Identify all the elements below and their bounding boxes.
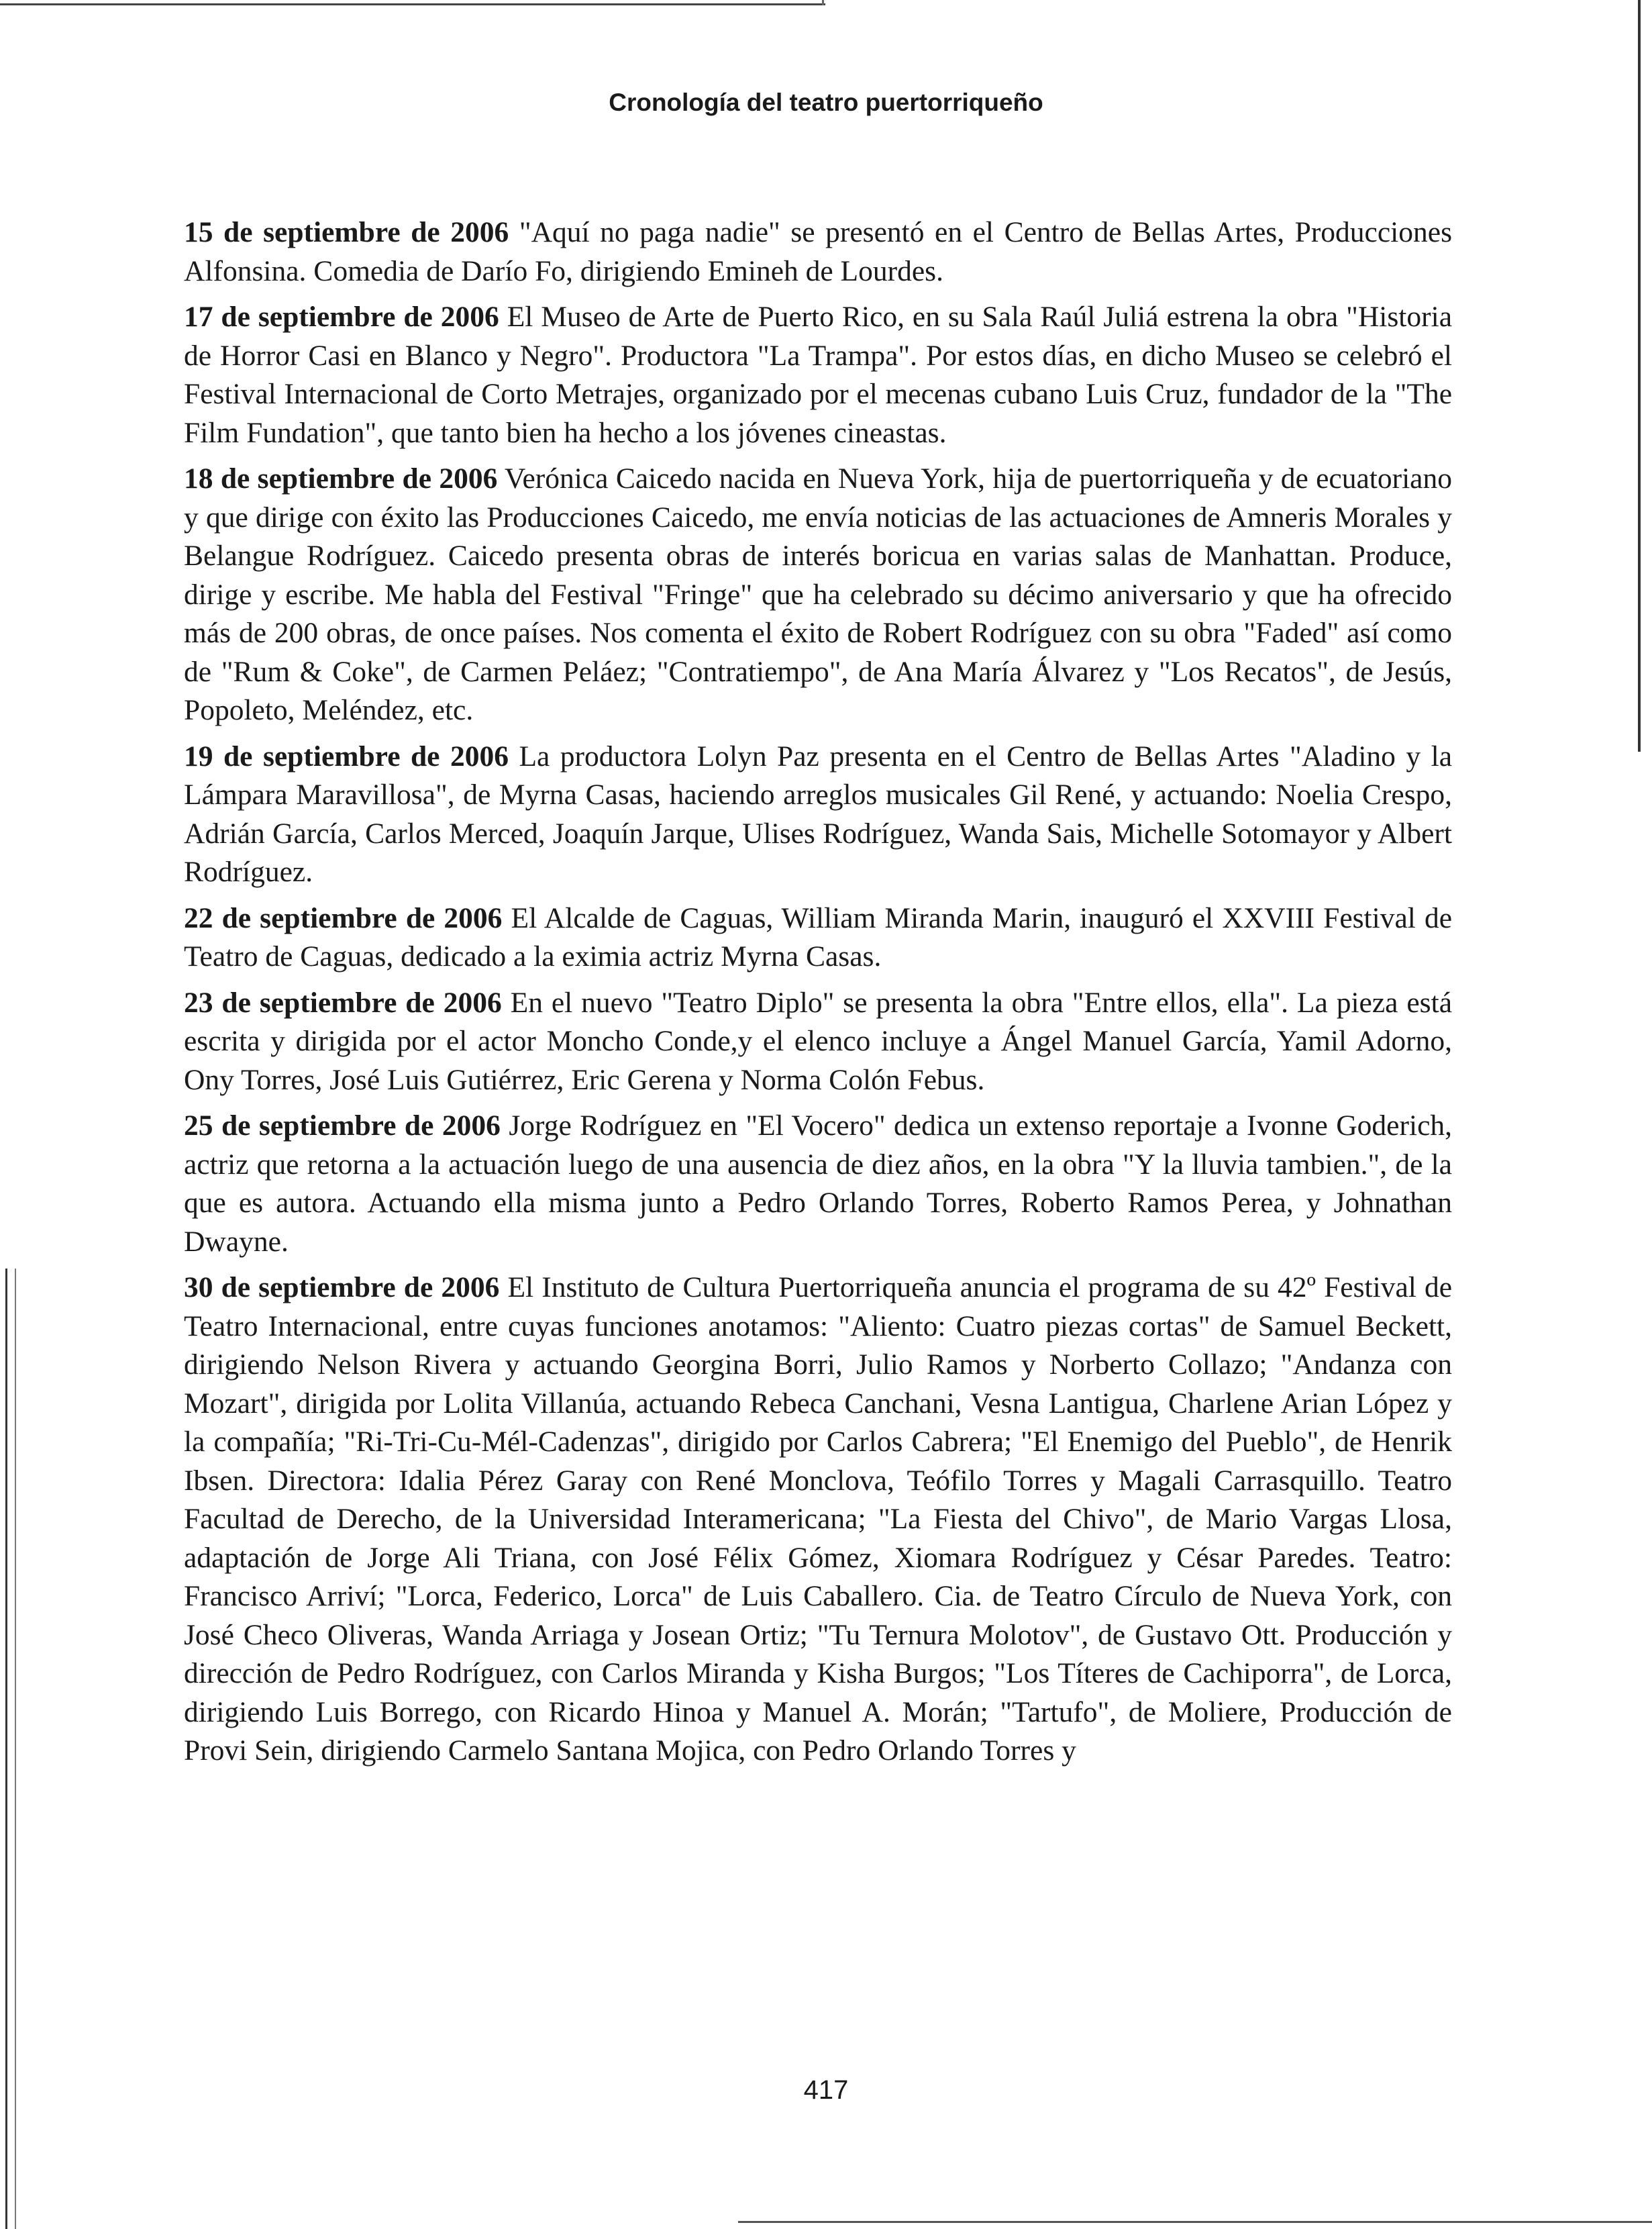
entry-date: 19 de septiembre de 2006 bbox=[184, 740, 509, 773]
entry-date: 18 de septiembre de 2006 bbox=[184, 462, 498, 495]
chronology-entry bbox=[184, 899, 1452, 977]
chronology-entry bbox=[184, 1269, 1452, 1771]
chronology-entry bbox=[184, 460, 1452, 730]
scan-edge-top bbox=[0, 3, 825, 5]
entry-text: En el nuevo "Teatro Diplo" se presenta la obra "Entre ellos, ella". La pieza está escrita y dirigida por el actor Moncho Conde,y el elenco incluye a Ángel Manuel García, Yamil Adorno, Ony Torres, José Luis Gutiérrez, Eric Gerena y Norma Colón Febus. bbox=[184, 986, 1453, 1096]
scan-edge-bottom bbox=[738, 2221, 1652, 2223]
chronology-entry bbox=[184, 984, 1452, 1100]
chronology-entry bbox=[184, 298, 1452, 452]
entry-date: 25 de septiembre de 2006 bbox=[184, 1109, 501, 1142]
chronology-body bbox=[184, 213, 1452, 1778]
entry-text: "Aquí no paga nadie" se presentó en el Centro de Bellas Artes, Producciones Alfonsina. Comedia de Darío Fo, dirigiendo Emineh de Lourdes. bbox=[184, 216, 1452, 287]
entry-text: El Museo de Arte de Puerto Rico, en su Sala Raúl Juliá estrena la obra "Historia de Horror Casi en Blanco y Negro". Productora "La Trampa". Por estos días, en dicho Museo se celebró el Festival Internacional de Corto Metrajes, organizado por el mecenas cubano Luis Cruz, fundador de la "The Film Fundation", que tanto bien ha hecho a los jóvenes cineastas. bbox=[184, 301, 1453, 449]
chronology-entry bbox=[184, 213, 1452, 291]
running-head: Cronología del teatro puertorriqueño bbox=[609, 89, 1043, 116]
entry-date: 15 de septiembre de 2006 bbox=[184, 216, 509, 248]
entry-date: 23 de septiembre de 2006 bbox=[184, 986, 502, 1019]
entry-date: 30 de septiembre de 2006 bbox=[184, 1271, 500, 1303]
page-number: 417 bbox=[803, 2075, 849, 2105]
entry-text: El Instituto de Cultura Puertorriqueña anuncia el programa de su 42º Festival de Teatro Internacional, entre cuyas funciones anotamos: "Aliento: Cuatro piezas cortas" de Samuel Beckett, dirigiendo Nelson Rivera y actuando Georgina Borri, Julio Ramos y Norberto Collazo; "Andanza con Mozart", dirigida por Lolita Villanúa, actuando Rebeca Canchani, Vesna Lantigua, Charlene Arian López y la compañía; "Ri-Tri-Cu-Mél-Cadenzas", dirigido por Carlos Cabrera; "El Enemigo del Pueblo", de Henrik Ibsen. Directora: Idalia Pérez Garay con René Monclova, Teófilo Torres y Magali Carrasquillo. Teatro Facultad de Derecho, de la Universidad Interamericana; "La Fiesta del Chivo", de Mario Vargas Llosa, adaptación de Jorge Ali Triana, con José Félix Gómez, Xiomara Rodríguez y César Paredes. Teatro: Francisco Arriví; "Lorca, Federico, Lorca" de Luis Caballero. Cia. de Teatro Círculo de Nueva York, con José Checo Oliveras, Wanda Arriaga y Josean Ortiz; "Tu Ternura Molotov", de Gustavo Ott. Producción y dirección de Pedro Rodríguez, con Carlos Miranda y Kisha Burgos; "Los Títeres de Cachiporra", de Lorca, dirigiendo Luis Borrego, con Ricardo Hinoa y Manuel A. Morán; "Tartufo", de Moliere, Producción de Provi Sein, dirigiendo Carmelo Santana Mojica, con Pedro Orlando Torres y bbox=[184, 1271, 1452, 1767]
scan-edge-tick bbox=[822, 0, 824, 5]
entry-text: La productora Lolyn Paz presenta en el Centro de Bellas Artes "Aladino y la Lámpara Maravillosa", de Myrna Casas, haciendo arreglos musicales Gil René, y actuando: Noelia Crespo, Adrián García, Carlos Merced, Joaquín Jarque, Ulises Rodríguez, Wanda Sais, Michelle Sotomayor y Albert Rodríguez. bbox=[184, 740, 1452, 888]
entry-text: El Alcalde de Caguas, William Miranda Marin, inauguró el XXVIII Festival de Teatro de Caguas, dedicado a la eximia actriz Myrna Casas. bbox=[184, 901, 1453, 973]
entry-text: Verónica Caicedo nacida en Nueva York, hija de puertorriqueña y de ecuatoriano y que dirige con éxito las Producciones Caicedo, me envía noticias de las actuaciones de Amneris Morales y Belangue Rodríguez. Caicedo presenta obras de interés boricua en varias salas de Manhattan. Produce, dirige y escribe. Me habla del Festival "Fringe" que ha celebrado su décimo aniversario y que ha ofrecido más de 200 obras, de once países. Nos comenta el éxito de Robert Rodríguez con su obra "Faded" así como de "Rum & Coke", de Carmen Peláez; "Contratiempo", de Ana María Álvarez y "Los Recatos", de Jesús, Popoleto, Meléndez, etc. bbox=[184, 462, 1452, 726]
entry-date: 22 de septiembre de 2006 bbox=[184, 901, 503, 934]
entry-date: 17 de septiembre de 2006 bbox=[184, 301, 499, 333]
entry-text: Jorge Rodríguez en "El Vocero" dedica un extenso reportaje a Ivonne Goderich, actriz que retorna a la actuación luego de una ausencia de diez años, en la obra "Y la lluvia tambien.", de la que es autora. Actuando ella misma junto a Pedro Orlando Torres, Roberto Ramos Perea, y Johnathan Dwayne. bbox=[184, 1109, 1452, 1258]
chronology-entry bbox=[184, 1107, 1452, 1261]
chronology-entry bbox=[184, 738, 1452, 892]
